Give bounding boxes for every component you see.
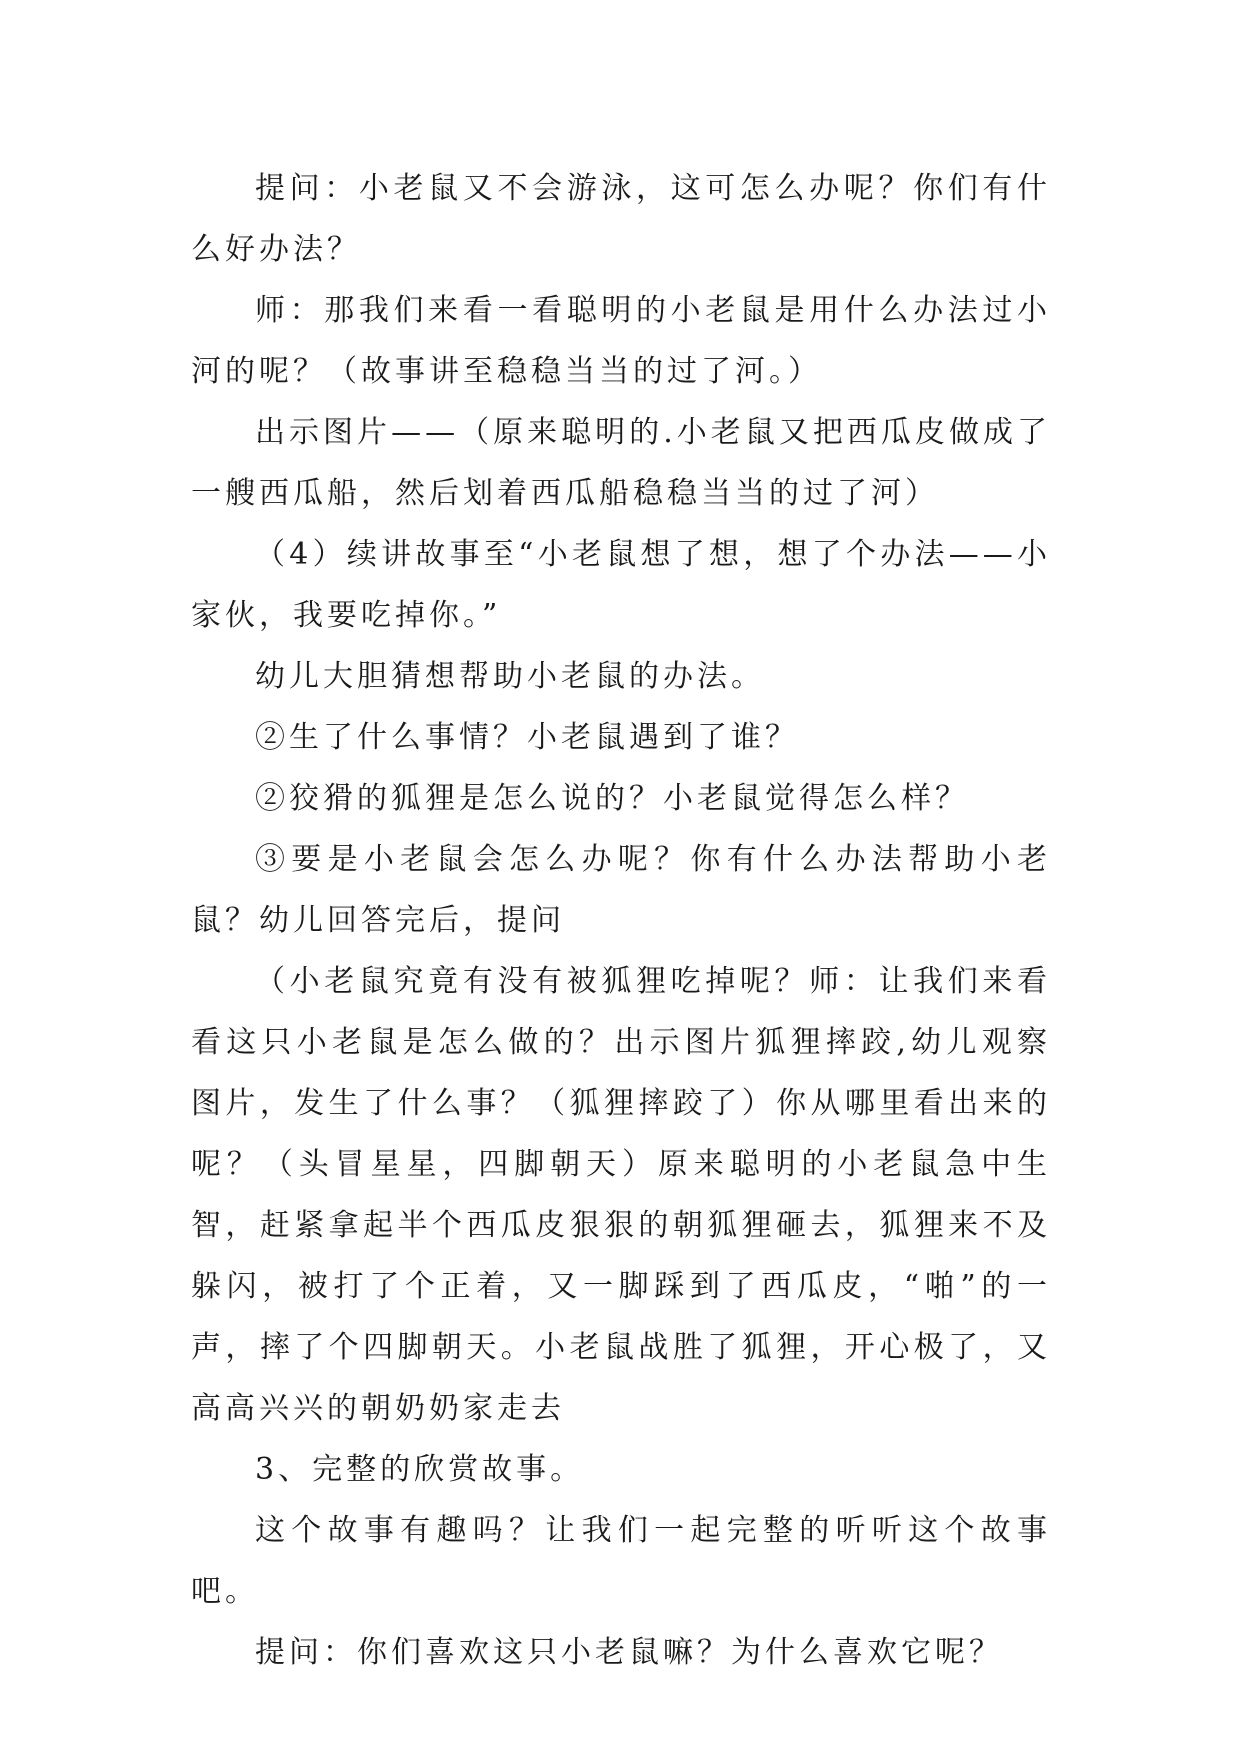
paragraph-question-1: ②生了什么事情？小老鼠遇到了谁？ [255,720,799,755]
paragraph-question-2: ②狡猾的狐狸是怎么说的？小老鼠觉得怎么样？ [255,781,969,816]
paragraph-section-3-heading: 3、完整的欣赏故事。 [255,1452,585,1487]
paragraph-question-like: 提问：你们喜欢这只小老鼠嘛？为什么喜欢它呢？ [255,1635,1003,1670]
paragraph-story-ending: （小老鼠究竟有没有被狐狸吃掉呢？师：让我们来看看这只小老鼠是怎么做的？出示图片狐狸摔跤,幼儿观察图片，发生了什么事？（狐狸摔跤了）你从哪里看出来的呢？（头冒星星，四脚朝天）原来聪明的小老鼠急中生智，赶紧拿起半个西瓜皮狠狠的朝狐狸砸去，狐狸来不及躲闪，被打了个正着，又一脚踩到了西瓜皮，“啪”的一声，摔了个四脚朝天。小老鼠战胜了狐狸，开心极了，又高高兴兴的朝奶奶家走去 [191,964,1051,1426]
paragraph-continue-story: （4）续讲故事至“小老鼠想了想，想了个办法——小家伙，我要吃掉你。” [191,537,1051,633]
paragraph-show-picture-boat: 出示图片——（原来聪明的.小老鼠又把西瓜皮做成了一艘西瓜船，然后划着西瓜船稳稳当当的过了河） [191,415,1051,511]
document-body [191,158,1051,1683]
paragraph-listen-again: 这个故事有趣吗？让我们一起完整的听听这个故事吧。 [191,1513,1051,1609]
paragraph-question-swim: 提问：小老鼠又不会游泳，这可怎么办呢？你们有什么好办法？ [191,171,1051,267]
paragraph-children-guess: 幼儿大胆猜想帮助小老鼠的办法。 [255,659,765,694]
paragraph-teacher-river: 师：那我们来看一看聪明的小老鼠是用什么办法过小河的呢？（故事讲至稳稳当当的过了河。） [191,293,1051,389]
paragraph-question-3: ③要是小老鼠会怎么办呢？你有什么办法帮助小老鼠？幼儿回答完后，提问 [191,842,1051,938]
